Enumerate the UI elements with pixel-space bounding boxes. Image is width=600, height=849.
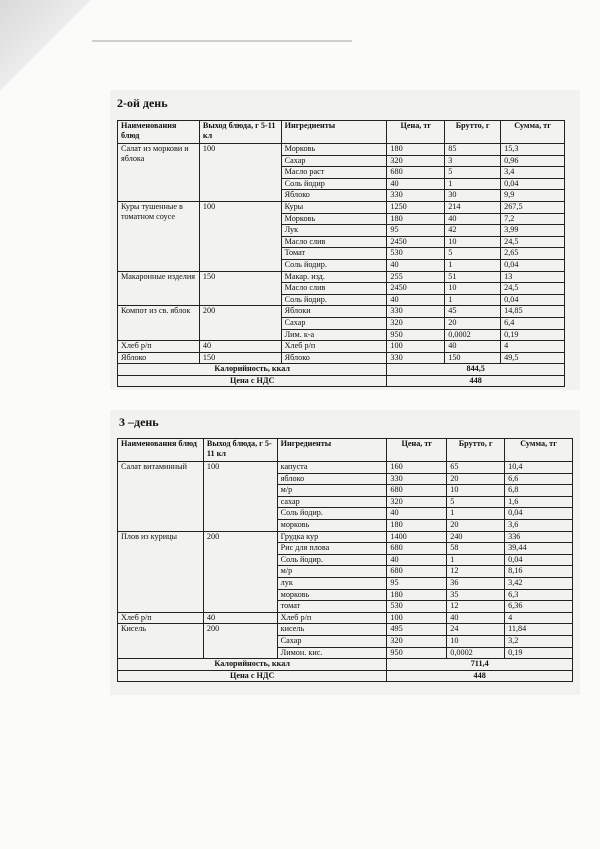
price-row <box>118 670 573 682</box>
column-header: Цена, тг <box>387 439 447 462</box>
price-cell: 2450 <box>387 236 445 248</box>
price-cell: 950 <box>387 329 445 341</box>
price-cell: 1250 <box>387 201 445 213</box>
brutto-cell: 3 <box>445 155 501 167</box>
column-header: Ингредиенты <box>277 439 387 462</box>
sum-cell: 24,5 <box>501 236 565 248</box>
dish-name-cell: Яблоко <box>118 352 200 364</box>
ingredient-cell: морковь <box>277 519 387 531</box>
brutto-cell: 5 <box>445 167 501 179</box>
sum-cell: 6,3 <box>505 589 573 601</box>
price-cell: 180 <box>387 213 445 225</box>
price-cell: 100 <box>387 341 445 353</box>
price-row <box>118 375 565 387</box>
ingredient-cell: морковь <box>277 589 387 601</box>
brutto-cell: 20 <box>447 519 505 531</box>
sum-cell: 6,4 <box>501 317 565 329</box>
ingredient-cell: лук <box>277 577 387 589</box>
brutto-cell: 40 <box>445 213 501 225</box>
price-cell: 100 <box>387 612 447 624</box>
sum-cell: 0,04 <box>501 294 565 306</box>
column-header: Сумма, тг <box>505 439 573 462</box>
price-cell: 320 <box>387 317 445 329</box>
dish-name-cell: Макаронные изделия <box>118 271 200 306</box>
brutto-cell: 40 <box>445 341 501 353</box>
sum-cell: 267,5 <box>501 201 565 213</box>
sum-cell: 9,9 <box>501 190 565 202</box>
ingredient-cell: Хлеб р/п <box>281 341 387 353</box>
sum-cell: 3,2 <box>505 635 573 647</box>
ingredient-cell: Лим. к-а <box>281 329 387 341</box>
folded-page-corner <box>0 0 110 90</box>
ingredient-cell: Яблоки <box>281 306 387 318</box>
price-cell: 1400 <box>387 531 447 543</box>
ingredient-cell: Яблоко <box>281 190 387 202</box>
table-row <box>118 612 573 624</box>
price-cell: 2450 <box>387 283 445 295</box>
price-cell: 495 <box>387 624 447 636</box>
price-value: 448 <box>387 670 573 682</box>
price-cell: 180 <box>387 144 445 156</box>
ingredient-cell: Масло раст <box>281 167 387 179</box>
brutto-cell: 42 <box>445 225 501 237</box>
price-cell: 530 <box>387 248 445 260</box>
ingredient-cell: яблоко <box>277 473 387 485</box>
calories-value: 844,5 <box>387 364 565 376</box>
sum-cell: 0,04 <box>501 259 565 271</box>
dish-name-cell: Компот из св. яблок <box>118 306 200 341</box>
dish-name-cell: Хлеб р/п <box>118 612 204 624</box>
sum-cell: 0,19 <box>501 329 565 341</box>
sum-cell: 0,04 <box>505 554 573 566</box>
price-value: 448 <box>387 375 565 387</box>
dish-yield-cell: 100 <box>199 201 281 271</box>
ingredient-cell: Куры <box>281 201 387 213</box>
ingredient-cell: м/р <box>277 485 387 497</box>
sum-cell: 2,65 <box>501 248 565 260</box>
ingredient-cell: Соль йодир. <box>281 294 387 306</box>
page-fold-line <box>92 40 352 42</box>
brutto-cell: 20 <box>447 473 505 485</box>
price-cell: 330 <box>387 352 445 364</box>
column-header: Брутто, г <box>445 121 501 144</box>
calories-label: Калорийность, ккал <box>118 364 387 376</box>
price-cell: 40 <box>387 554 447 566</box>
ingredient-cell: Лимон. кис. <box>277 647 387 659</box>
table-row <box>118 201 565 213</box>
brutto-cell: 35 <box>447 589 505 601</box>
sum-cell: 14,85 <box>501 306 565 318</box>
dish-yield-cell: 100 <box>199 144 281 202</box>
brutto-cell: 85 <box>445 144 501 156</box>
sum-cell: 4 <box>501 341 565 353</box>
price-cell: 160 <box>387 462 447 474</box>
dish-name-cell: Салат витаминный <box>118 462 204 532</box>
brutto-cell: 36 <box>447 577 505 589</box>
brutto-cell: 1 <box>445 294 501 306</box>
table-row <box>118 624 573 636</box>
calories-row <box>118 364 565 376</box>
ingredient-cell: Морковь <box>281 144 387 156</box>
brutto-cell: 1 <box>447 554 505 566</box>
day2-menu-table <box>117 120 565 387</box>
dish-name-cell: Салат из моркови и яблока <box>118 144 200 202</box>
dish-name-cell: Плов из курицы <box>118 531 204 612</box>
price-cell: 320 <box>387 496 447 508</box>
sum-cell: 24,5 <box>501 283 565 295</box>
brutto-cell: 12 <box>447 566 505 578</box>
column-header: Брутто, г <box>447 439 505 462</box>
brutto-cell: 20 <box>445 317 501 329</box>
ingredient-cell: кисель <box>277 624 387 636</box>
table-row <box>118 306 565 318</box>
price-cell: 40 <box>387 178 445 190</box>
table-row <box>118 462 573 474</box>
table-row <box>118 531 573 543</box>
brutto-cell: 5 <box>445 248 501 260</box>
ingredient-cell: Грудка кур <box>277 531 387 543</box>
dish-name-cell: Хлеб р/п <box>118 341 200 353</box>
brutto-cell: 10 <box>447 485 505 497</box>
sum-cell: 3,4 <box>501 167 565 179</box>
price-cell: 255 <box>387 271 445 283</box>
ingredient-cell: Масло слив <box>281 236 387 248</box>
brutto-cell: 5 <box>447 496 505 508</box>
sum-cell: 49,5 <box>501 352 565 364</box>
brutto-cell: 30 <box>445 190 501 202</box>
brutto-cell: 12 <box>447 601 505 613</box>
brutto-cell: 65 <box>447 462 505 474</box>
price-cell: 330 <box>387 306 445 318</box>
column-header: Выход блюда, г 5-11 кл <box>199 121 281 144</box>
sum-cell: 0,04 <box>501 178 565 190</box>
dish-yield-cell: 200 <box>203 531 277 612</box>
price-cell: 95 <box>387 577 447 589</box>
ingredient-cell: м/р <box>277 566 387 578</box>
dish-name-cell: Куры тушенные в томатном соусе <box>118 201 200 271</box>
day2-heading: 2-ой день <box>117 96 168 110</box>
brutto-cell: 10 <box>445 283 501 295</box>
brutto-cell: 51 <box>445 271 501 283</box>
sum-cell: 13 <box>501 271 565 283</box>
ingredient-cell: Сахар <box>281 317 387 329</box>
column-header: Наименования блюд <box>118 121 200 144</box>
ingredient-cell: Рис для плова <box>277 543 387 555</box>
ingredient-cell: Соль йодир. <box>277 554 387 566</box>
price-cell: 40 <box>387 294 445 306</box>
ingredient-cell: Хлеб р/п <box>277 612 387 624</box>
ingredient-cell: томат <box>277 601 387 613</box>
sum-cell: 336 <box>505 531 573 543</box>
ingredient-cell: Сахар <box>277 635 387 647</box>
day3-heading: 3 –день <box>119 415 159 429</box>
column-header: Выход блюда, г 5-11 кл <box>203 439 277 462</box>
sum-cell: 8,16 <box>505 566 573 578</box>
table-header-row <box>118 121 565 144</box>
ingredient-cell: Соль йодир. <box>277 508 387 520</box>
sum-cell: 11,84 <box>505 624 573 636</box>
ingredient-cell: Соль йодир. <box>281 259 387 271</box>
ingredient-cell: Сахар <box>281 155 387 167</box>
table-header-row <box>118 439 573 462</box>
price-cell: 320 <box>387 635 447 647</box>
sum-cell: 0,19 <box>505 647 573 659</box>
column-header: Наименования блюд <box>118 439 204 462</box>
price-cell: 180 <box>387 519 447 531</box>
price-cell: 530 <box>387 601 447 613</box>
column-header: Сумма, тг <box>501 121 565 144</box>
dish-yield-cell: 40 <box>199 341 281 353</box>
price-label: Цена с НДС <box>118 375 387 387</box>
dish-yield-cell: 150 <box>199 271 281 306</box>
price-cell: 680 <box>387 543 447 555</box>
sum-cell: 6,6 <box>505 473 573 485</box>
brutto-cell: 0,0002 <box>447 647 505 659</box>
price-cell: 40 <box>387 259 445 271</box>
sum-cell: 6,8 <box>505 485 573 497</box>
price-label: Цена с НДС <box>118 670 387 682</box>
sum-cell: 0,96 <box>501 155 565 167</box>
sum-cell: 6,36 <box>505 601 573 613</box>
sum-cell: 10,4 <box>505 462 573 474</box>
brutto-cell: 1 <box>447 508 505 520</box>
brutto-cell: 214 <box>445 201 501 213</box>
sum-cell: 4 <box>505 612 573 624</box>
column-header: Ингредиенты <box>281 121 387 144</box>
sum-cell: 1,6 <box>505 496 573 508</box>
price-cell: 330 <box>387 473 447 485</box>
brutto-cell: 10 <box>447 635 505 647</box>
price-cell: 680 <box>387 566 447 578</box>
brutto-cell: 1 <box>445 178 501 190</box>
sum-cell: 3,42 <box>505 577 573 589</box>
brutto-cell: 150 <box>445 352 501 364</box>
price-cell: 950 <box>387 647 447 659</box>
ingredient-cell: Морковь <box>281 213 387 225</box>
table-row <box>118 341 565 353</box>
sum-cell: 39,44 <box>505 543 573 555</box>
calories-label: Калорийность, ккал <box>118 659 387 671</box>
calories-value: 711,4 <box>387 659 573 671</box>
sum-cell: 3,99 <box>501 225 565 237</box>
ingredient-cell: Соль йодир <box>281 178 387 190</box>
brutto-cell: 10 <box>445 236 501 248</box>
brutto-cell: 40 <box>447 612 505 624</box>
dish-yield-cell: 40 <box>203 612 277 624</box>
dish-yield-cell: 150 <box>199 352 281 364</box>
brutto-cell: 58 <box>447 543 505 555</box>
sum-cell: 3,6 <box>505 519 573 531</box>
ingredient-cell: капуста <box>277 462 387 474</box>
price-cell: 95 <box>387 225 445 237</box>
ingredient-cell: Макар. изд. <box>281 271 387 283</box>
ingredient-cell: Томат <box>281 248 387 260</box>
day3-menu-table <box>117 438 573 682</box>
dish-yield-cell: 200 <box>199 306 281 341</box>
price-cell: 40 <box>387 508 447 520</box>
price-cell: 330 <box>387 190 445 202</box>
price-cell: 180 <box>387 589 447 601</box>
ingredient-cell: сахар <box>277 496 387 508</box>
ingredient-cell: Яблоко <box>281 352 387 364</box>
sum-cell: 7,2 <box>501 213 565 225</box>
table-row <box>118 144 565 156</box>
brutto-cell: 0,0002 <box>445 329 501 341</box>
brutto-cell: 240 <box>447 531 505 543</box>
ingredient-cell: Лук <box>281 225 387 237</box>
sum-cell: 0,04 <box>505 508 573 520</box>
sum-cell: 15,3 <box>501 144 565 156</box>
table-row <box>118 271 565 283</box>
dish-yield-cell: 100 <box>203 462 277 532</box>
price-cell: 320 <box>387 155 445 167</box>
brutto-cell: 45 <box>445 306 501 318</box>
ingredient-cell: Масло слив <box>281 283 387 295</box>
dish-yield-cell: 200 <box>203 624 277 659</box>
price-cell: 680 <box>387 167 445 179</box>
column-header: Цена, тг <box>387 121 445 144</box>
brutto-cell: 1 <box>445 259 501 271</box>
brutto-cell: 24 <box>447 624 505 636</box>
table-row <box>118 352 565 364</box>
price-cell: 680 <box>387 485 447 497</box>
calories-row <box>118 659 573 671</box>
dish-name-cell: Кисель <box>118 624 204 659</box>
